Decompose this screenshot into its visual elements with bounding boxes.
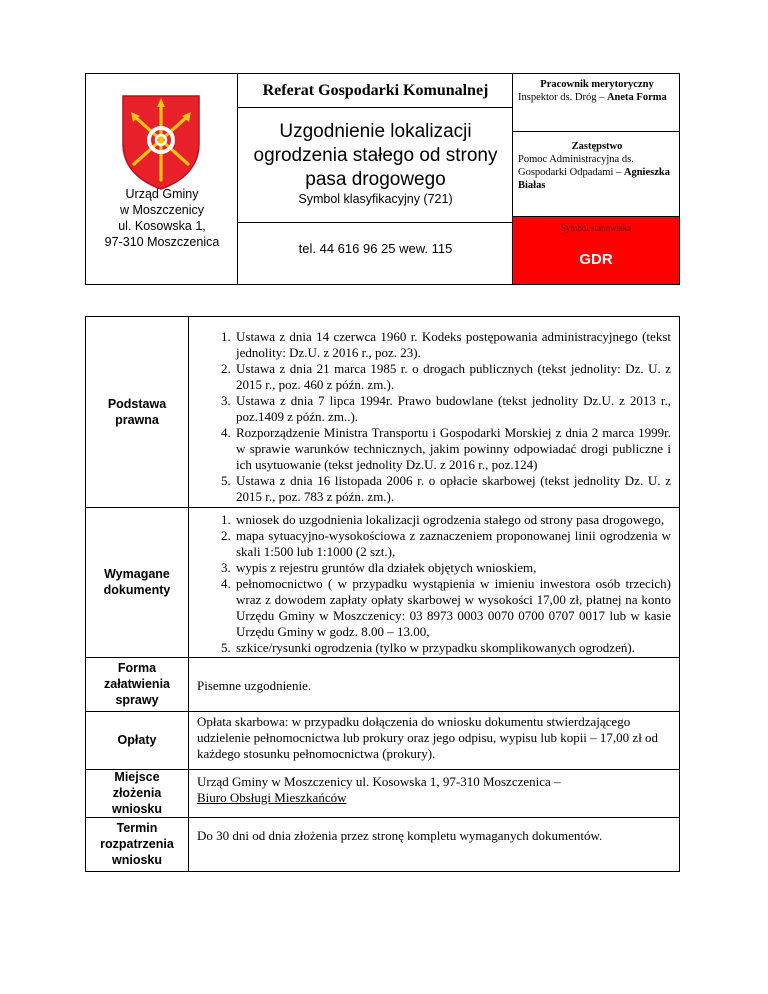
- position-code: GDR: [579, 251, 613, 268]
- title-line: pasa drogowego: [305, 169, 446, 190]
- phone-number: tel. 44 616 96 25 wew. 115: [298, 241, 453, 256]
- documents-label-text: Wymagane dokumenty: [103, 567, 171, 597]
- place-label: [86, 769, 189, 817]
- deadline-label-text: Termin rozpatrzenia wniosku: [100, 821, 174, 867]
- deadline-label: [86, 817, 189, 871]
- place-value: [189, 774, 679, 806]
- title-line: Uzgodnienie lokalizacji: [279, 121, 472, 142]
- deputy-role: Pomoc Administracyjna ds. Gospodarki Odpadami –: [518, 154, 634, 178]
- fees-value: Opłata skarbowa: w przypadku dołączenia do wniosku dokumentu stwierdzającego udzielenie pełnomocnictwa lub prokury oraz jego odpisu, wypisu lub kopii – 17,00 zł od każdego stosunku pełnomocnictwa (prokury).: [197, 714, 659, 761]
- office-line: ul. Kosowska 1,: [118, 219, 206, 233]
- list-item: 5. szkice/rysunki ogrodzenia (tylko w przypadku skomplikowanych ogrodzeń).: [234, 640, 671, 656]
- place-address: Urząd Gminy w Moszczenicy ul. Kosowska 1, 97-310 Moszczenica –: [197, 774, 561, 789]
- fees-label: [86, 711, 189, 769]
- form-label: [86, 657, 189, 711]
- office-line: Urząd Gminy: [125, 187, 199, 201]
- documents-label: [86, 507, 189, 657]
- list-item: 2. Ustawa z dnia 21 marca 1985 r. o drogach publicznych (tekst jednolity: Dz. U. z 2015 r., poz. 460 z późn. zm.).: [234, 361, 671, 393]
- worker-heading: Pracownik merytoryczny: [540, 79, 654, 90]
- worker-box: [513, 74, 679, 132]
- office-line: 97-310 Moszczenica: [104, 235, 220, 249]
- deputy-name: Agnieszka Białas: [518, 167, 670, 191]
- staff-cell: [513, 74, 679, 284]
- list-item: 2. mapa sytuacyjno-wysokościowa z zaznaczeniem proponowanej linii ogrodzenia w skali 1:500 lub 1:1000 (2 szt.),: [234, 528, 671, 560]
- form-value: Pisemne uzgodnienie.: [197, 678, 312, 693]
- list-item: 3. wypis z rejestru gruntów dla działek objętych wnioskiem,: [234, 560, 671, 576]
- title-line: ogrodzenia stałego od strony: [253, 145, 498, 166]
- list-item: 4. Rozporządzenie Ministra Transportu i Gospodarki Morskiej z dnia 2 marca 1999r. w sprawie warunków technicznych, jakim powinny odpowiadać drogi publiczne i ich usytuowanie (tekst jednolity Dz.U. z 2016 r., poz.124): [234, 425, 671, 473]
- deputy-box: [513, 132, 679, 217]
- procedure-table: [85, 316, 680, 872]
- header-table: [85, 73, 680, 285]
- classification-symbol: Symbol klasyfikacyjny (721): [298, 192, 453, 206]
- list-item: 4. pełnomocnictwo ( w przypadku wystąpienia w imieniu inwestora osób trzecich) wraz z dowodem zapłaty opłaty skarbowej w wysokości 17,00 zł, płatnej na konto Urzędu Gminy w Moszczenicy: 03 8973 0003 0070 0700 0707 0017 lub w kasie Urzędu Gminy w godz. 8.00 – 13.00,: [234, 576, 671, 640]
- legal-basis-label: [86, 317, 189, 507]
- position-symbol-box: [513, 217, 679, 284]
- list-item: 3. Ustawa z dnia 7 lipca 1994r. Prawo budowlane (tekst jednolity Dz.U. z 2013 r., poz.1409 z późn. zm..).: [234, 393, 671, 425]
- place-label-text: Miejsce złożenia wniosku: [111, 770, 162, 816]
- worker-info: [518, 91, 676, 104]
- customer-service-link[interactable]: Biuro Obsługi Mieszkańców: [197, 790, 347, 805]
- list-item: 1. Ustawa z dnia 14 czerwca 1960 r. Kodeks postępowania administracyjnego (tekst jednolity: Dz.U. z 2016 r., poz. 23).: [234, 329, 671, 361]
- list-item: 1. wniosek do uzgodnienia lokalizacji ogrodzenia stałego od strony pasa drogowego,: [234, 512, 671, 528]
- list-item: 5. Ustawa z dnia 16 listopada 2006 r. o opłacie skarbowej (tekst jednolity Dz. U. z 2015 r., poz. 783 z późn. zm.).: [234, 473, 671, 505]
- procedure-title: [238, 120, 513, 192]
- divider: [238, 222, 513, 223]
- procedure-cell: [238, 74, 513, 284]
- form-label-text: Forma załatwienia sprawy: [104, 661, 170, 707]
- deputy-heading: Zastępstwo: [571, 141, 623, 152]
- fees-label-text: Opłaty: [117, 733, 157, 747]
- office-address: [86, 186, 238, 250]
- department-name: Referat Gospodarki Komunalnej: [238, 74, 513, 108]
- office-cell: [86, 74, 238, 284]
- worker-role: Inspektor ds. Dróg –: [518, 92, 607, 103]
- deputy-info: [518, 153, 676, 192]
- legal-basis-label-text: Podstawa prawna: [107, 397, 167, 427]
- coat-of-arms-icon: [119, 92, 203, 192]
- legal-basis-list: [189, 329, 679, 505]
- position-symbol-label: Symbol stanowiska: [560, 223, 632, 233]
- deadline-value: Do 30 dni od dnia złożenia przez stronę kompletu wymaganych dokumentów.: [197, 828, 603, 843]
- office-line: w Moszczenicy: [119, 203, 205, 217]
- worker-name: Aneta Forma: [606, 92, 667, 103]
- documents-list: [189, 512, 679, 656]
